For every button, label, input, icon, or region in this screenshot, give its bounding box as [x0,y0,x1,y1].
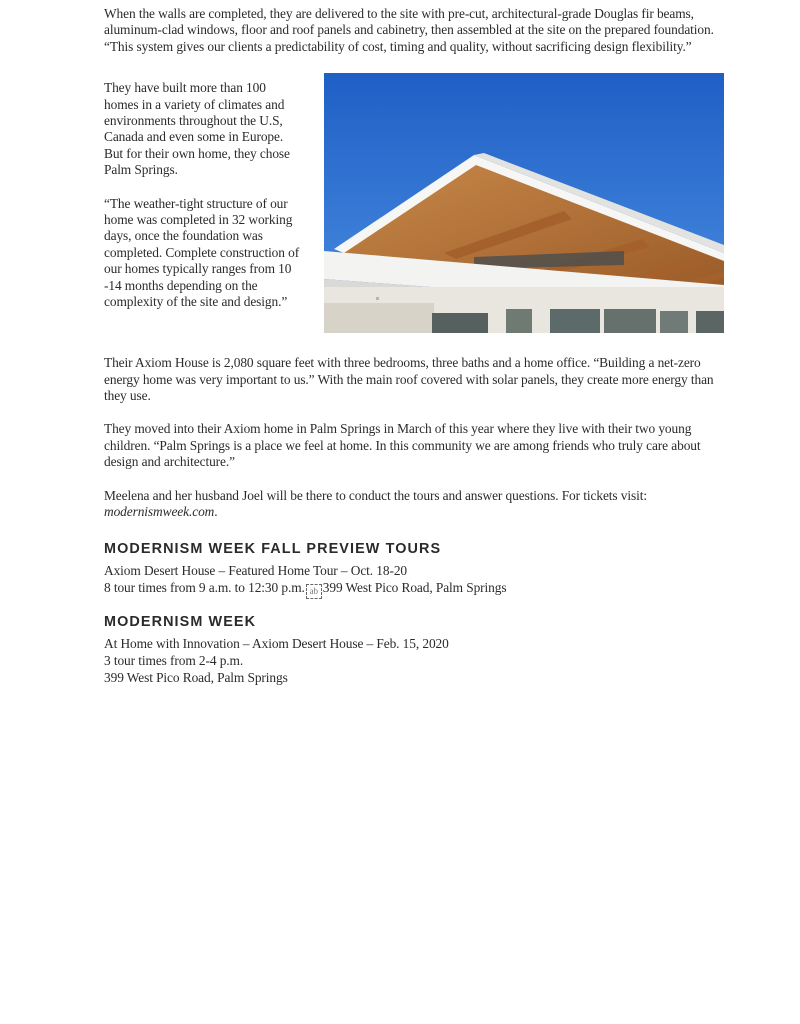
modernism-week-address-line: 399 West Pico Road, Palm Springs [104,669,288,685]
modernism-week-event-line: At Home with Innovation – Axiom Desert House – Feb. 15, 2020 [104,636,449,652]
fall-preview-times-line [104,580,720,599]
tickets-link[interactable]: modernismweek.com [104,504,215,520]
tickets-link-period: . [214,504,218,520]
homes-built-paragraph: They have built more than 100 homes in a variety of climates and environments throughout the U.S, Canada and even some in Europe. But for their own home, they chose Palm Springs. [104,80,290,178]
fall-preview-address: 399 West Pico Road, Palm Springs [322,580,507,596]
tickets-paragraph [104,488,720,521]
article [104,6,720,687]
fall-preview-times: 8 tour times from 9 a.m. to 12:30 p.m. [104,580,305,596]
axiom-house-paragraph: Their Axiom House is 2,080 square feet with three bedrooms, three baths and a home office. “Building a net-zero energy home was very important to us.” With the main roof covered with solar panels, they create more energy than they use. [104,355,714,404]
section-heading-fall-preview: MODERNISM WEEK FALL PREVIEW TOURS [104,541,442,558]
text-image-row [104,80,720,333]
fall-preview-event-line: Axiom Desert House – Featured Home Tour – Oct. 18-20 [104,563,408,579]
tickets-text: Meelena and her husband Joel will be there to conduct the tours and answer questions. For tickets visit: [104,487,647,503]
modernism-week-times-line: 3 tour times from 2-4 p.m. [104,653,244,669]
anchor-marker-icon: ab [306,584,322,599]
fall-preview-details [104,563,720,599]
house-photo [324,73,724,333]
moved-in-paragraph: They moved into their Axiom home in Palm Springs in March of this year where they live with their two young children. “Palm Springs is a place we feel at home. In this community we are among friends who truly care about design and architecture.” [104,421,701,470]
left-text-column [104,80,300,310]
construction-quote-paragraph: “The weather-tight structure of our home was completed in 32 working days, once the foundation was completed. Complete construction of our homes typically ranges from 10 -14 months depending on the complexity of the site and design.” [104,195,300,310]
intro-paragraph: When the walls are completed, they are delivered to the site with pre-cut, architectural-grade Douglas fir beams, aluminum-clad windows, floor and roof panels and cabinetry, then assembled at the site on the prepared foundation. “This system gives our clients a predictability of cost, timing and quality, without sacrificing design flexibility.” [104,6,714,54]
section-heading-modernism-week: MODERNISM WEEK [104,614,257,631]
modernism-week-details [104,636,720,686]
